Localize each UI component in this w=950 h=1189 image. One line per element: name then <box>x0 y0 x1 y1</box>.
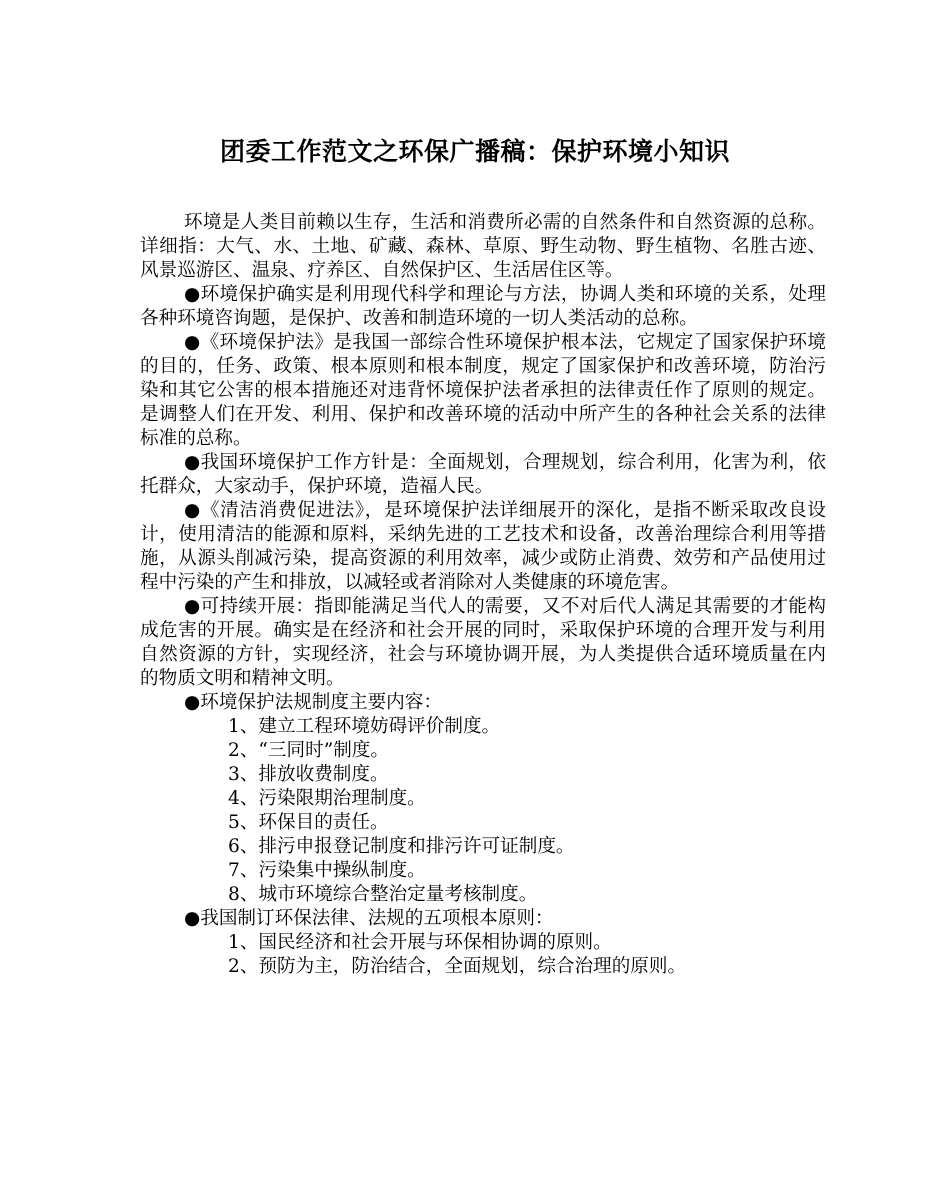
principle-item: 1、国民经济和社会开展与环保相协调的原则。 <box>228 932 612 953</box>
regulation-item: 4、污染限期治理制度。 <box>228 788 426 809</box>
regulation-item: 8、城市环境综合整治定量考核制度。 <box>228 884 538 905</box>
regulation-item: 2、“三同时”制度。 <box>228 740 389 761</box>
paragraph-sustainable-development: ●可持续开展：指即能满足当代人的需要，又不对后代人满足其需要的才能构成危害的开展。确实是在经济和社会开展的同时，采取保护环境的合理开发与利用自然资源的方针，实现经济，社会与环境协调开展，为人类提供合适环境质量在内的物质文明和精神文明。 <box>140 596 826 689</box>
document-title: 团委工作范文之环保广播稿：保护环境小知识 <box>219 137 730 166</box>
principles-heading: ●我国制订环保法律、法规的五项根本原则： <box>184 908 554 929</box>
principle-item: 2、预防为主，防治结合，全面规划，综合治理的原则。 <box>228 956 687 977</box>
paragraph-environmental-protection: ●环境保护确实是利用现代科学和理论与方法，协调人类和环境的关系，处理各种环境咨询题，是保护、改善和制造环境的一切人类活动的总称。 <box>140 284 826 329</box>
paragraph-work-policy: ●我国环境保护工作方针是：全面规划，合理规划，综合利用，化害为利，依托群众，大家动手，保护环境，造福人民。 <box>140 452 826 497</box>
regulation-item: 5、环保目的责任。 <box>228 812 389 833</box>
regulation-item: 1、建立工程环境妨碍评价制度。 <box>228 716 501 737</box>
regulation-item: 7、污染集中操纵制度。 <box>228 860 426 881</box>
document-body <box>140 211 826 979</box>
regulation-item: 3、排放收费制度。 <box>228 764 389 785</box>
paragraph-clean-production-law: ●《清洁消费促进法》，是环境保护法详细展开的深化，是指不断采取改良设计，使用清洁的能源和原料，采纳先进的工艺技术和设备，改善治理综合利用等措施，从源头削减污染，提高资源的利用效率，减少或防止消费、效劳和产品使用过程中污染的产生和排放，以减轻或者消除对人类健康的环境危害。 <box>140 500 826 593</box>
paragraph-environmental-protection-law: ●《环境保护法》是我国一部综合性环境保护根本法，它规定了国家保护环境的目的，任务、政策、根本原则和根本制度，规定了国家保护和改善环境，防治污染和其它公害的根本措施还对违背怀境保护法者承担的法律责任作了原则的规定。是调整人们在开发、利用、保护和改善环境的活动中所产生的各种社会关系的法律标准的总称。 <box>140 332 826 449</box>
regulation-item: 6、排污申报登记制度和排污许可证制度。 <box>228 836 575 857</box>
paragraph-environment-definition: 环境是人类目前赖以生存，生活和消费所必需的自然条件和自然资源的总称。详细指：大气、水、土地、矿藏、森林、草原、野生动物、野生植物、名胜古迹、风景巡游区、温泉、疗养区、自然保护区、生活居住区等。 <box>140 212 826 281</box>
regulations-heading: ●环境保护法规制度主要内容： <box>184 692 442 713</box>
